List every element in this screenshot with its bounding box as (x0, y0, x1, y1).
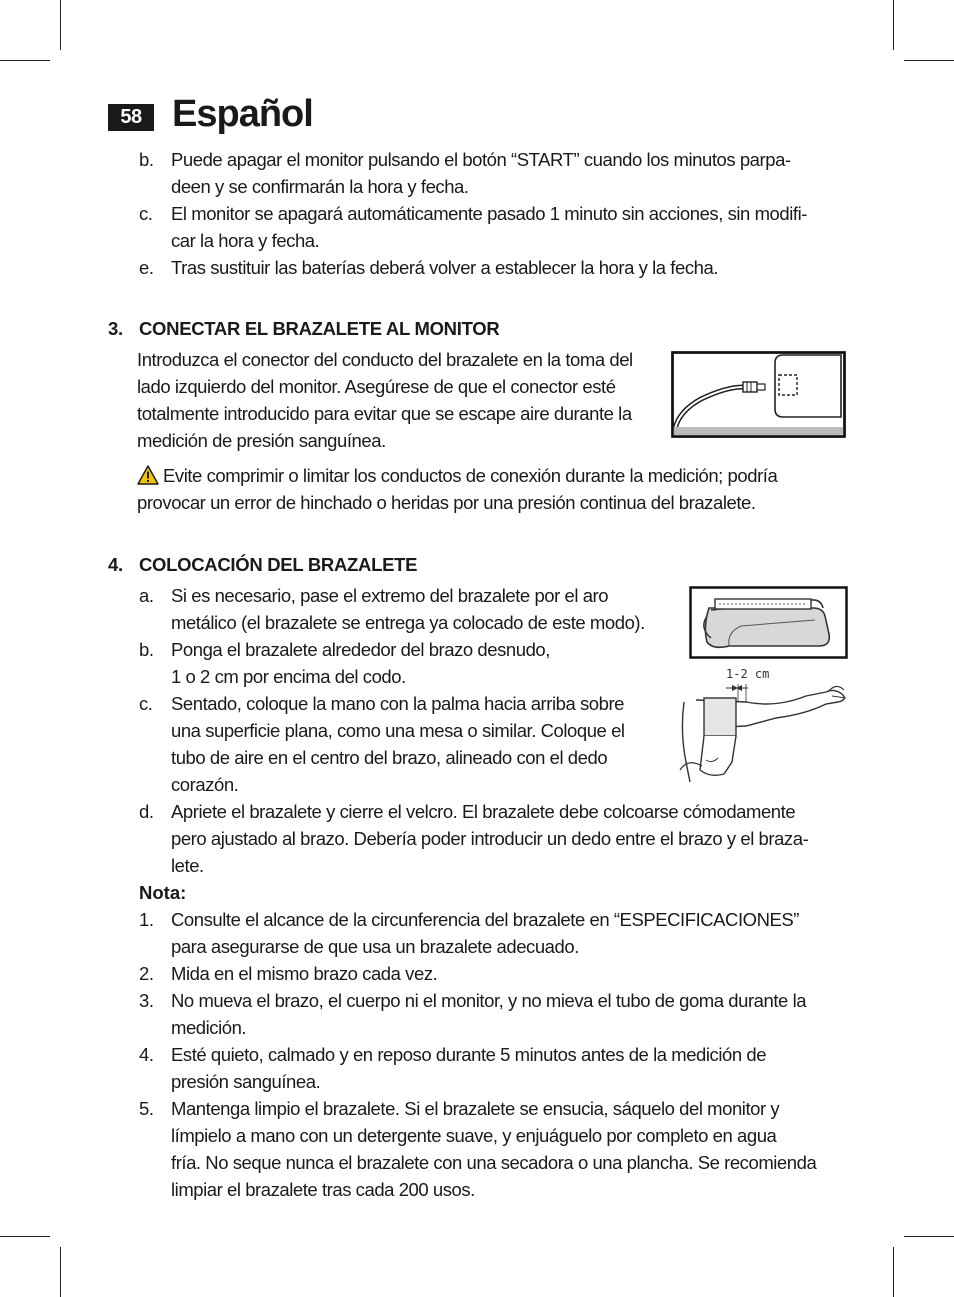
text-line: Evite comprimir o limitar los conductos de conexión durante la medición; podría (163, 465, 778, 486)
text-line: car la hora y fecha. (171, 230, 320, 251)
text-line: Mida en el mismo brazo cada vez. (171, 963, 438, 984)
connector-illustration (671, 351, 847, 439)
list-marker: b. (139, 149, 154, 170)
crop-mark (904, 1236, 954, 1237)
text-line: una superficie plana, como una mesa o similar. Coloque el (171, 720, 625, 741)
list-item (139, 798, 859, 879)
page-number: 58 (108, 104, 154, 131)
warning-text (137, 462, 857, 516)
crop-mark (60, 0, 61, 50)
text-line: fría. No seque nunca el brazalete con una secadora o una plancha. Se recomienda (171, 1152, 817, 1173)
list-item (139, 636, 679, 690)
section-heading (108, 315, 708, 342)
text-line: medición de presión sanguínea. (137, 430, 386, 451)
text-line: Ponga el brazalete alrededor del brazo desnudo, (171, 639, 550, 660)
cuff-illustration (689, 586, 849, 660)
section-number: 4. (108, 554, 123, 575)
text-line: Si es necesario, pase el extremo del brazalete por el aro (171, 585, 609, 606)
list-marker: 4. (139, 1044, 154, 1065)
note-item (139, 1095, 859, 1203)
list-marker: c. (139, 203, 153, 224)
note-item (139, 1041, 859, 1095)
text-line: presión sanguínea. (171, 1071, 321, 1092)
text-line: Sentado, coloque la mano con la palma hacia arriba sobre (171, 693, 625, 714)
page-title: Español (172, 93, 313, 135)
text-line: provocar un error de hinchado o heridas por una presión continua del brazalete. (137, 492, 756, 513)
section-title: CONECTAR EL BRAZALETE AL MONITOR (139, 318, 500, 339)
text-line: Consulte el alcance de la circunferencia del brazalete en “ESPECIFICACIONES” (171, 909, 799, 930)
text-line: Apriete el brazalete y cierre el velcro. El brazalete debe colcoarse cómodamente (171, 801, 796, 822)
text-line: deen y se confirmarán la hora y fecha. (171, 176, 469, 197)
arm-placement-illustration (676, 662, 852, 790)
list-item (139, 200, 859, 254)
text-line: lado izquierdo del monitor. Asegúrese de que el conector esté (137, 376, 616, 397)
crop-mark (0, 60, 50, 61)
list-marker: b. (139, 639, 154, 660)
section-paragraph (137, 346, 677, 454)
list-item (139, 254, 859, 281)
section-title: COLOCACIÓN DEL BRAZALETE (139, 554, 418, 575)
list-marker: 1. (139, 909, 154, 930)
list-marker: 2. (139, 963, 154, 984)
text-line: tubo de aire en el centro del brazo, alineado con el dedo (171, 747, 608, 768)
text-line: metálico (el brazalete se entrega ya colocado de este modo). (171, 612, 645, 633)
list-marker: d. (139, 801, 154, 822)
warning-triangle-icon (137, 465, 159, 485)
text-line: pero ajustado al brazo. Debería poder introducir un dedo entre el brazo y el braza- (171, 828, 809, 849)
text-line: Mantenga limpio el brazalete. Si el brazalete se ensucia, sáquelo del monitor y (171, 1098, 780, 1119)
list-item (139, 582, 679, 636)
text-line: lete. (171, 855, 204, 876)
crop-mark (0, 1236, 50, 1237)
list-marker: 5. (139, 1098, 154, 1119)
text-line: límpielo a mano con un detergente suave, y enjuáguelo por completo en agua (171, 1125, 777, 1146)
list-item (139, 146, 859, 200)
text-line: para asegurarse de que usa un brazalete adecuado. (171, 936, 579, 957)
note-item (139, 987, 859, 1041)
crop-mark (893, 0, 894, 50)
crop-mark (893, 1247, 894, 1297)
list-marker: e. (139, 257, 154, 278)
text-line: Tras sustituir las baterías deberá volver a establecer la hora y la fecha. (171, 257, 718, 278)
text-line: Introduzca el conector del conducto del brazalete en la toma del (137, 349, 633, 370)
note-item (139, 906, 859, 960)
text-line: corazón. (171, 774, 239, 795)
text-line: El monitor se apagará automáticamente pasado 1 minuto sin acciones, sin modifi- (171, 203, 807, 224)
text-line: Esté quieto, calmado y en reposo durante 5 minutos antes de la medición de (171, 1044, 767, 1065)
crop-mark (904, 60, 954, 61)
crop-mark (60, 1247, 61, 1297)
list-item (139, 690, 679, 798)
text-line: totalmente introducido para evitar que se escape aire durante la (137, 403, 632, 424)
text-line: medición. (171, 1017, 247, 1038)
note-item (139, 960, 859, 987)
text-line: 1 o 2 cm por encima del codo. (171, 666, 406, 687)
text-line: Puede apagar el monitor pulsando el botón “START” cuando los minutos parpa- (171, 149, 791, 170)
list-marker: 3. (139, 990, 154, 1011)
list-marker: a. (139, 585, 154, 606)
text-line: limpiar el brazalete tras cada 200 usos. (171, 1179, 475, 1200)
note-label: Nota: (139, 882, 187, 903)
section-number: 3. (108, 318, 123, 339)
list-marker: c. (139, 693, 153, 714)
text-line: No mueva el brazo, el cuerpo ni el monitor, y no mieva el tubo de goma durante la (171, 990, 807, 1011)
section-heading (108, 551, 708, 578)
measurement-label: 1-2 cm (726, 667, 770, 681)
